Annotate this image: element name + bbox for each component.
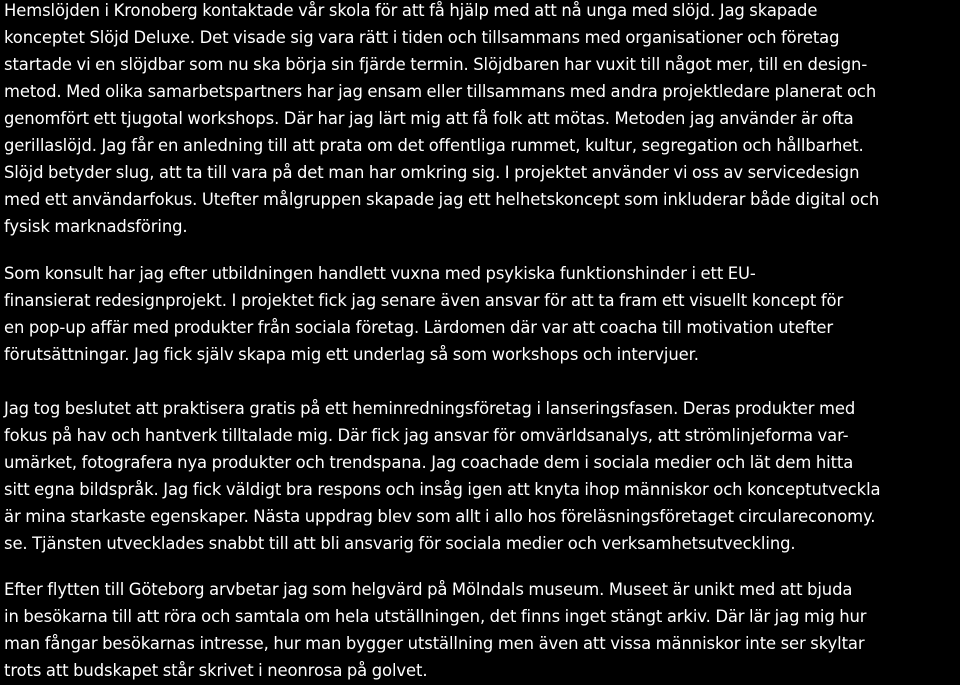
paragraph-1-line-7: Slöjd betyder slug, att ta till vara på det man har omkring sig. I projektet använder vi oss av servicedesign	[4, 163, 860, 182]
paragraph-4-line-4: trots att budskapet står skrivet i neonrosa på golvet.	[4, 661, 428, 680]
paragraph-1-line-1: Hemslöjden i Kronoberg kontaktade vår skola för att få hjälp med att nå unga med slöjd. Jag skapade	[4, 1, 818, 20]
paragraph-3-line-4: sitt egna bildspråk. Jag fick väldigt bra respons och insåg igen att knyta ihop människor och konceptutveckla	[4, 480, 881, 499]
paragraph-1-line-4: metod. Med olika samarbetspartners har jag ensam eller tillsammans med andra projektledare planerat och	[4, 82, 877, 101]
paragraph-1-line-2: konceptet Slöjd Deluxe. Det visade sig vara rätt i tiden och tillsammans med organisationer och företag	[4, 28, 840, 47]
paragraph-2-line-1: Som konsult har jag efter utbildningen handlett vuxna med psykiska funktionshinder i ett EU-	[4, 264, 756, 283]
paragraph-3-line-5: är mina starkaste egenskaper. Nästa uppdrag blev som allt i allo hos föreläsningsföretaget circulareconomy.	[4, 507, 876, 526]
paragraph-1-line-8: med ett användarfokus. Utefter målgruppen skapade jag ett helhetskoncept som inkluderar både digital och	[4, 190, 880, 209]
paragraph-3-line-3: umärket, fotografera nya produkter och trendspana. Jag coachade dem i sociala medier och lät dem hitta	[4, 453, 854, 472]
paragraph-1-line-3: startade vi en slöjdbar som nu ska börja sin fjärde termin. Slöjdbaren har vuxit till något mer, till en design-	[4, 55, 868, 74]
paragraph-4-line-2: in besökarna till att röra och samtala om hela utställningen, det finns inget stängt arkiv. Där lär jag mig hur	[4, 607, 867, 626]
paragraph-3-line-2: fokus på hav och hantverk tilltalade mig. Där fick jag ansvar för omvärldsanalys, att strömlinjeforma var-	[4, 426, 849, 445]
paragraph-2-line-3: en pop-up affär med produkter från sociala företag. Lärdomen där var att coacha till motivation utefter	[4, 318, 834, 337]
paragraph-1-line-6: gerillaslöjd. Jag får en anledning till att prata om det offentliga rummet, kultur, segregation och hållbarhet.	[4, 136, 864, 155]
paragraph-1-line-5: genomfört ett tjugotal workshops. Där har jag lärt mig att få folk att mötas. Metoden jag använder är ofta	[4, 109, 854, 128]
paragraph-1-line-9: fysisk marknadsföring.	[4, 217, 188, 236]
paragraph-4-line-1: Efter flytten till Göteborg arvbetar jag som helgvärd på Mölndals museum. Museet är unikt med att bjuda	[4, 580, 853, 599]
paragraph-2-line-2: finansierat redesignprojekt. I projektet fick jag senare även ansvar för att ta fram ett visuellt koncept för	[4, 291, 844, 310]
paragraph-3-line-1: Jag tog beslutet att praktisera gratis på ett heminredningsföretag i lanseringsfasen. Deras produkter med	[4, 399, 856, 418]
paragraph-3-line-6: se. Tjänsten utvecklades snabbt till att bli ansvarig för sociala medier och verksamhetsutveckling.	[4, 534, 796, 553]
paragraph-4-line-3: man fångar besökarnas intresse, hur man bygger utställning men även att vissa människor inte ser skyltar	[4, 634, 865, 653]
paragraph-2-line-4: förutsättningar. Jag fick själv skapa mig ett underlag så som workshops och intervjuer.	[4, 345, 699, 364]
